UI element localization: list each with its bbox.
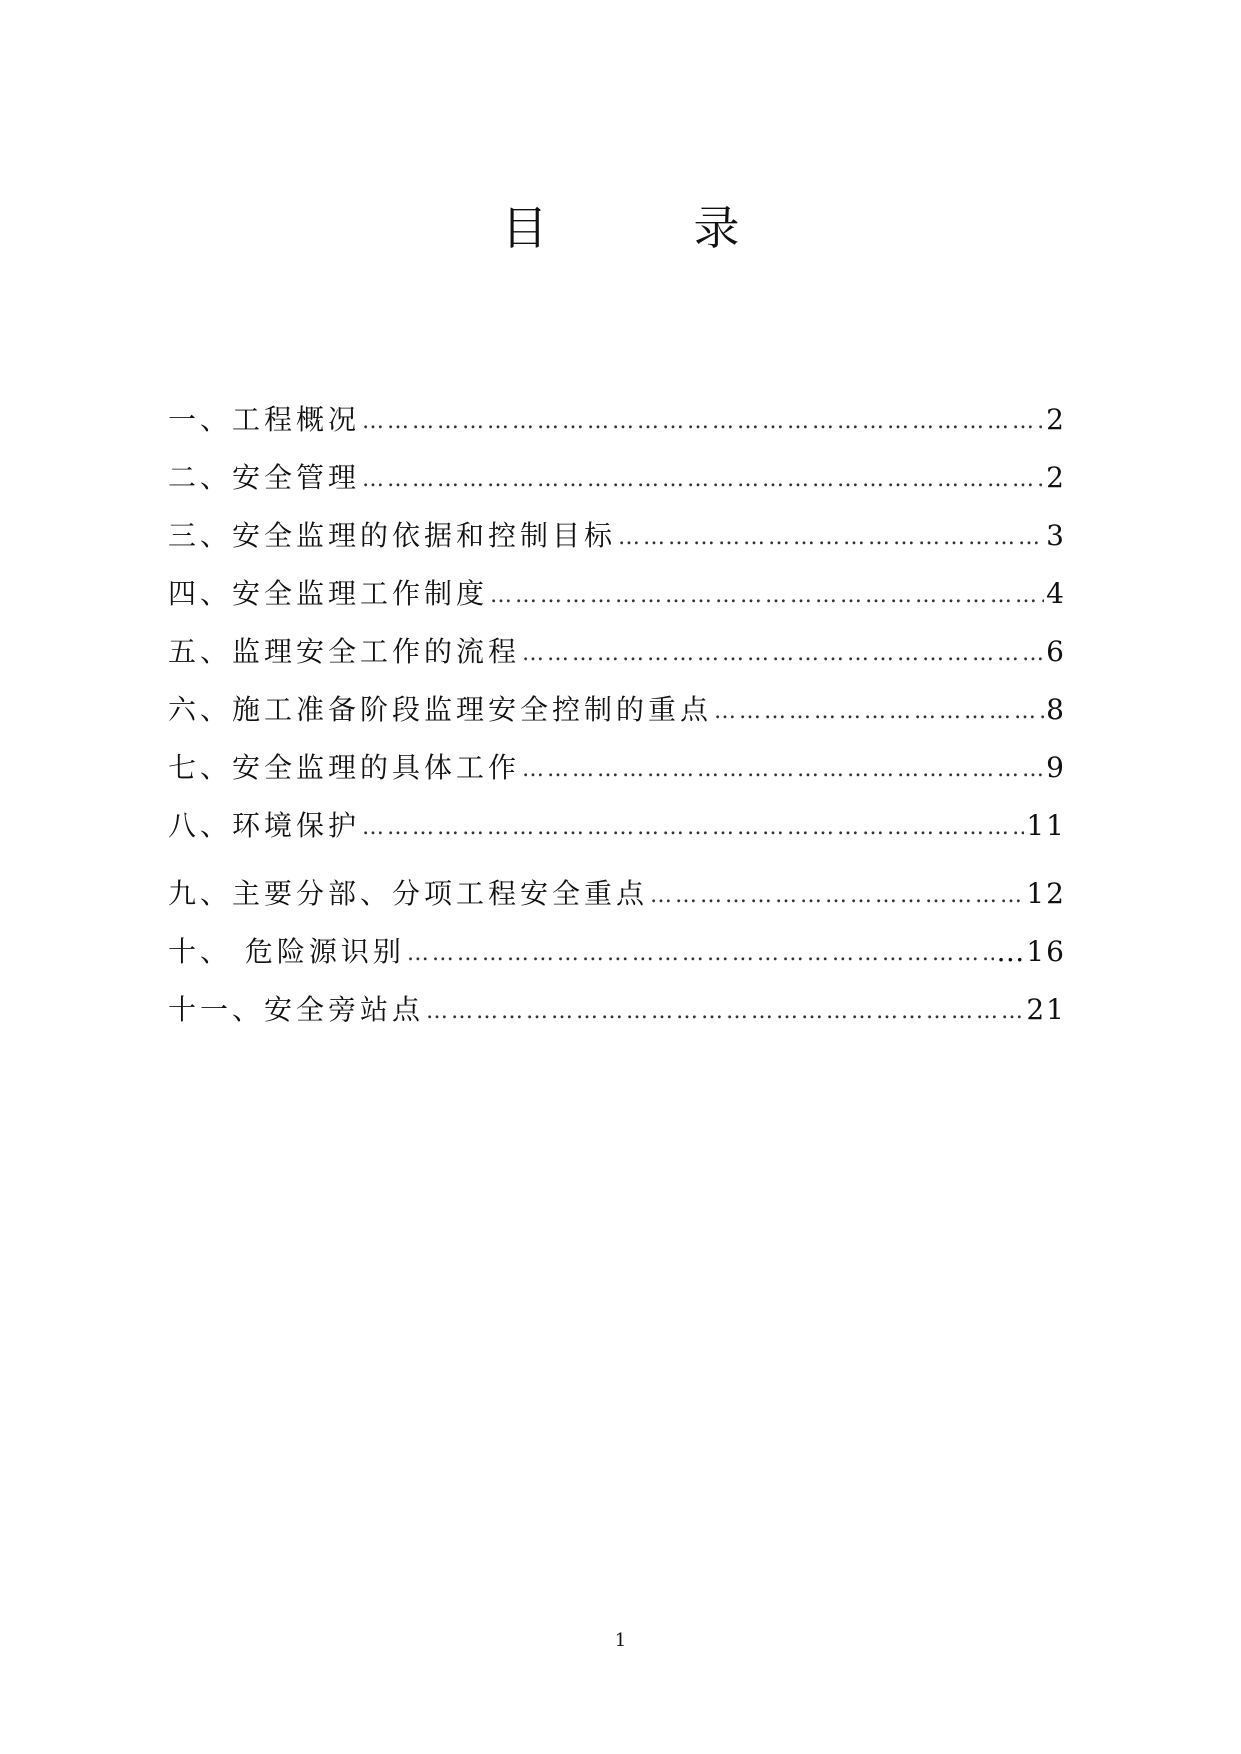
toc-leader-dots xyxy=(522,634,1044,674)
toc-entry-page: 11 xyxy=(1026,809,1066,842)
toc-entry-label: 一、工程概况 xyxy=(168,403,361,436)
toc-entry-label: 三、安全监理的依据和控制目标 xyxy=(168,519,617,552)
toc-leader-dots xyxy=(407,934,994,974)
toc-entry-page: 8 xyxy=(1046,693,1066,726)
toc-entry[interactable] xyxy=(168,930,1066,974)
toc-leader-dots xyxy=(426,992,1024,1032)
toc-entry[interactable] xyxy=(168,630,1066,674)
toc-entry-label: 四、安全监理工作制度 xyxy=(168,577,489,610)
toc-entry-page: 12 xyxy=(1026,877,1066,910)
toc-entry-label: 六、施工准备阶段监理安全控制的重点 xyxy=(168,693,713,726)
toc-entry-label: 七、安全监理的具体工作 xyxy=(168,751,521,784)
toc-entry-label: 八、环境保护 xyxy=(168,809,361,842)
toc-leader-dots xyxy=(362,808,1024,848)
toc-entry-page: 2 xyxy=(1046,461,1066,494)
toc-leader-dots xyxy=(650,876,1024,916)
toc-entry-label: 十一、安全旁站点 xyxy=(168,993,425,1026)
toc-leader-dots xyxy=(362,460,1044,500)
toc-entry-page: 21 xyxy=(1026,993,1066,1026)
toc-entry[interactable] xyxy=(168,456,1066,500)
toc-entry-page: 3 xyxy=(1046,519,1066,552)
toc-entry[interactable] xyxy=(168,804,1066,848)
toc-entry[interactable] xyxy=(168,688,1066,732)
toc-leader-dots xyxy=(522,750,1044,790)
toc-entry-page: 2 xyxy=(1046,403,1066,436)
page-title: 目 录 xyxy=(501,201,790,255)
toc-entry[interactable] xyxy=(168,398,1066,442)
toc-leader-dots xyxy=(618,518,1044,558)
toc-leader-dots xyxy=(490,576,1044,616)
toc-entry[interactable] xyxy=(168,746,1066,790)
toc-entry[interactable] xyxy=(168,988,1066,1032)
toc-entry-page: 4 xyxy=(1046,577,1066,610)
toc-entry-label: 九、主要分部、分项工程安全重点 xyxy=(168,877,649,910)
toc-entry[interactable] xyxy=(168,872,1066,916)
toc-entry[interactable] xyxy=(168,514,1066,558)
toc-leader-dots xyxy=(362,402,1044,442)
toc-entry-page: 9 xyxy=(1046,751,1066,784)
toc-entry-page: …16 xyxy=(996,935,1066,968)
toc-entry-label: 五、监理安全工作的流程 xyxy=(168,635,521,668)
toc-entry-label: 二、安全管理 xyxy=(168,461,361,494)
toc-entry-label: 十、 危险源识别 xyxy=(168,935,405,968)
toc-entry-page: 6 xyxy=(1046,635,1066,668)
toc-leader-dots xyxy=(714,692,1044,732)
page-number: 1 xyxy=(614,1630,627,1651)
toc-entry[interactable] xyxy=(168,572,1066,616)
